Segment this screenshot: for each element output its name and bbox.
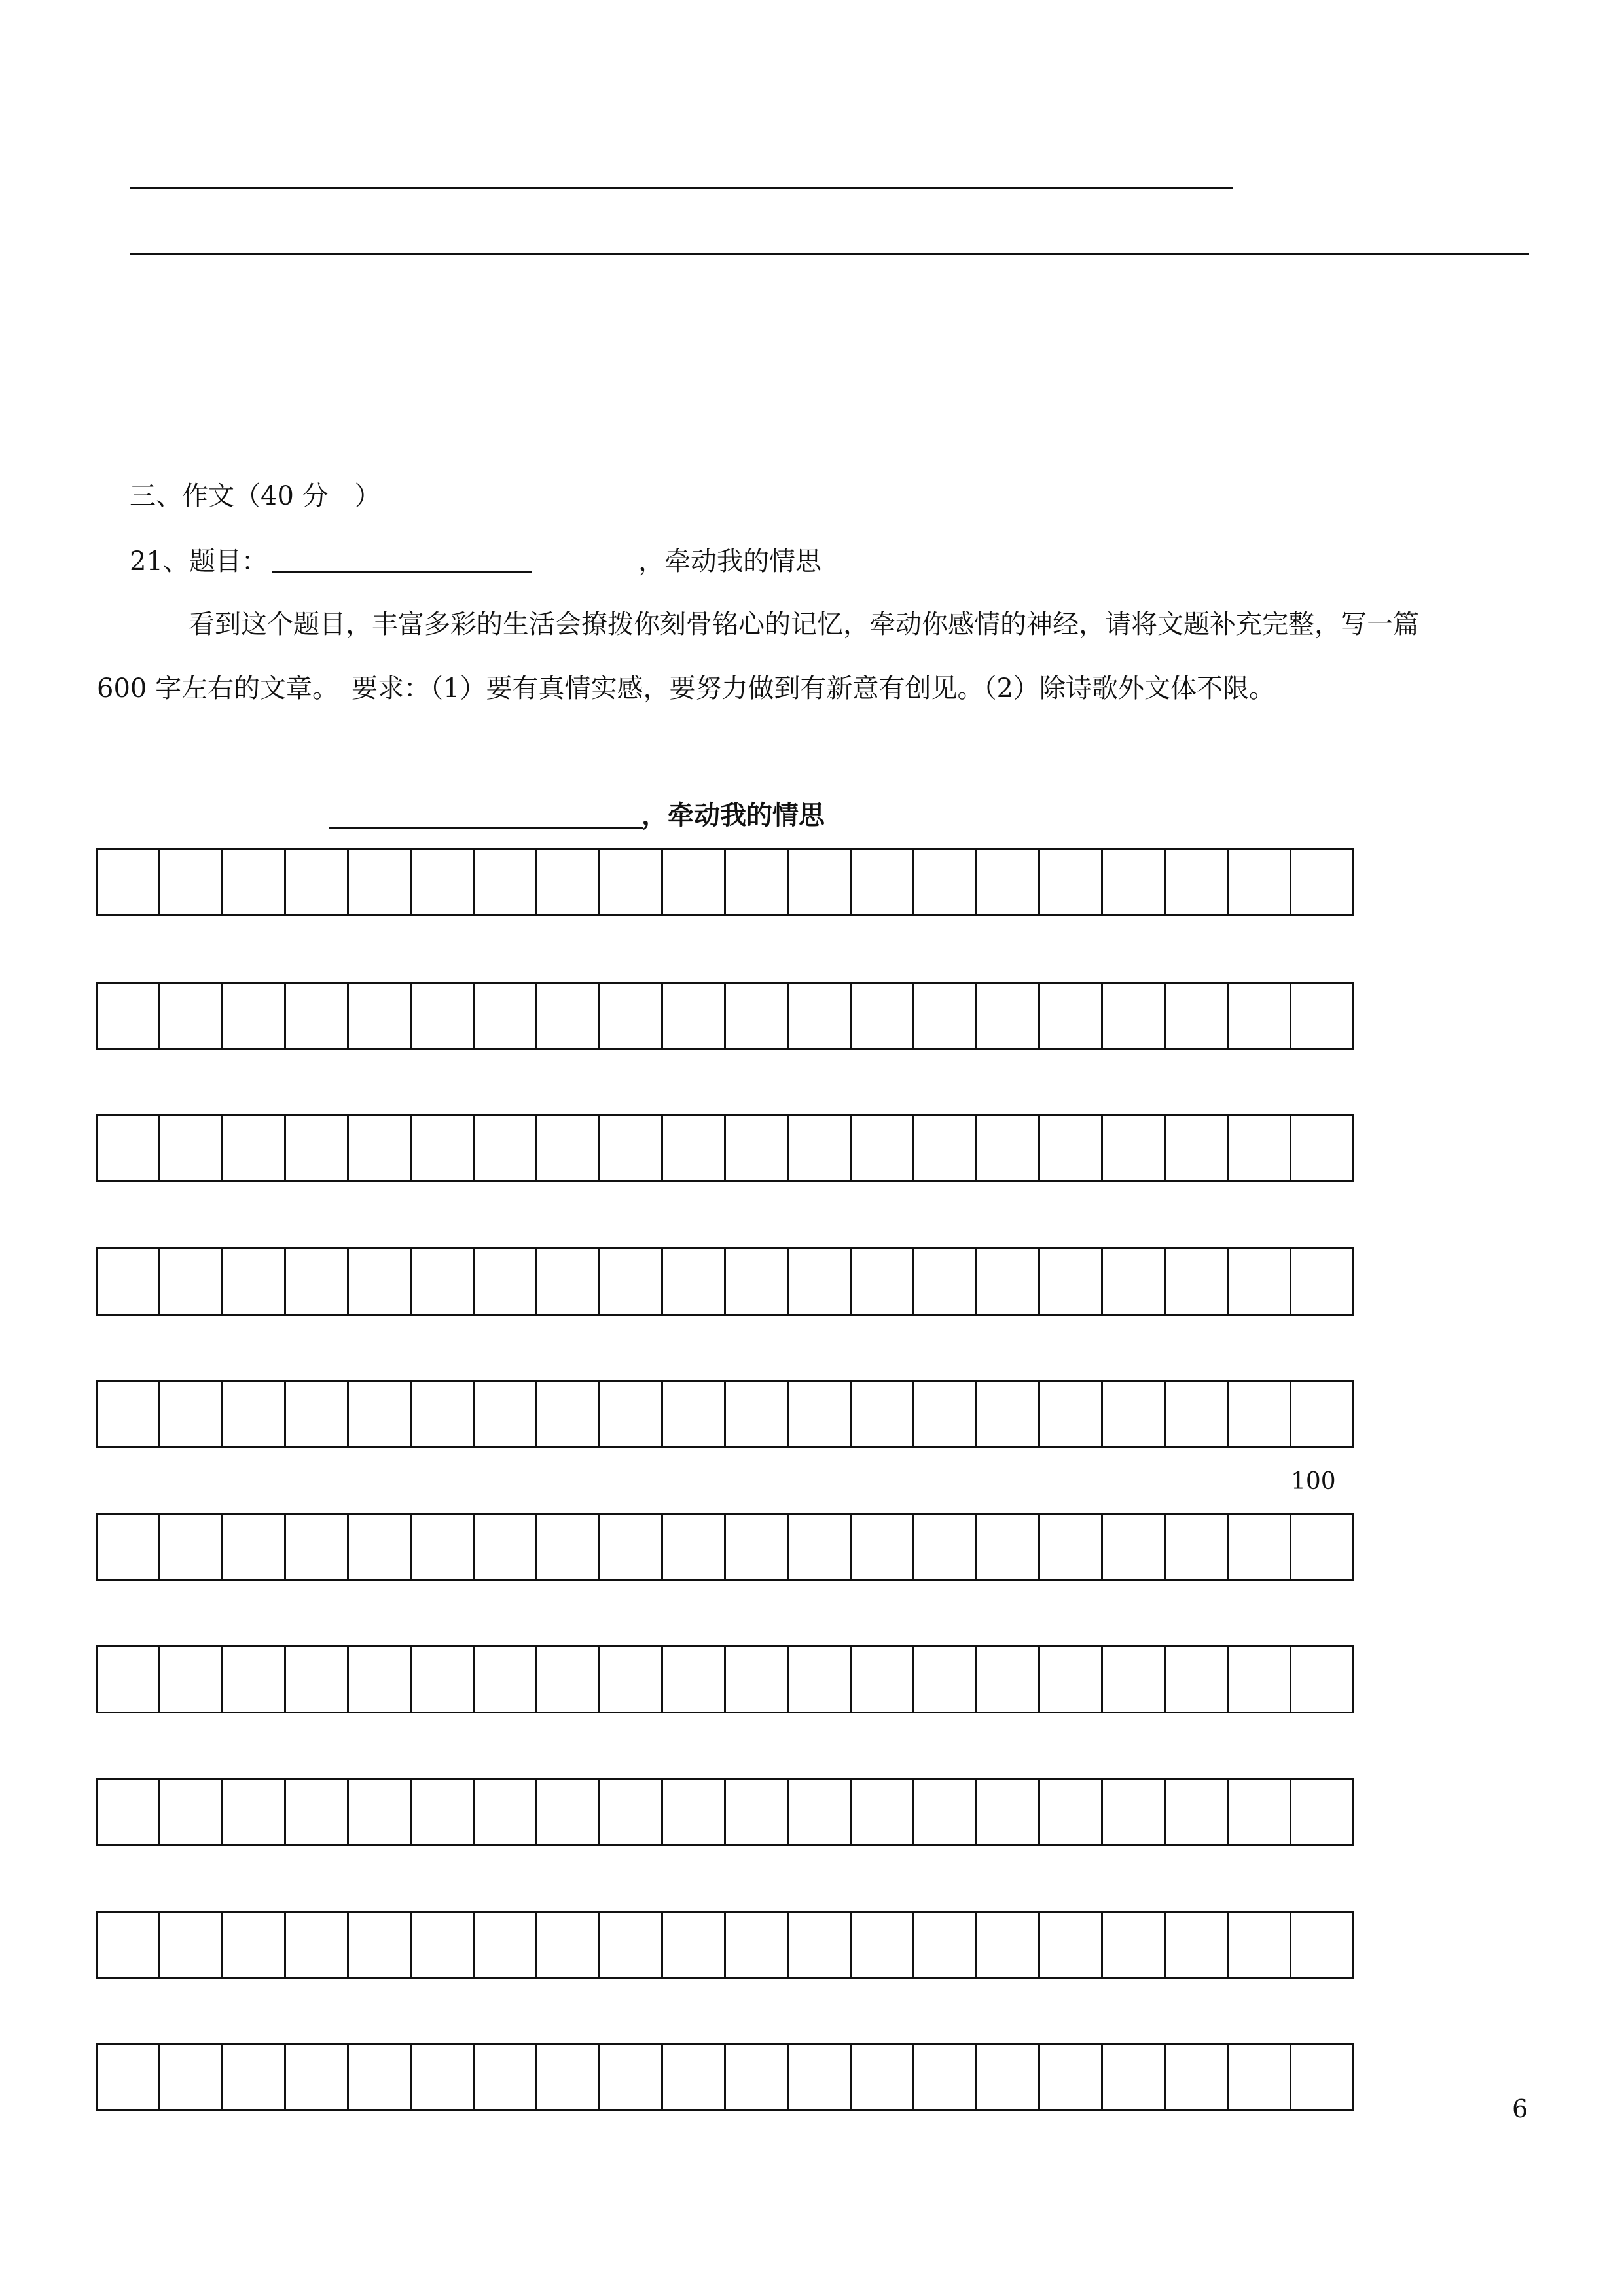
grid-cell[interactable] [726, 1247, 789, 1316]
grid-cell[interactable] [475, 1911, 537, 1979]
grid-cell[interactable] [914, 1778, 977, 1846]
grid-cell[interactable] [663, 1513, 726, 1581]
grid-cell[interactable] [537, 1778, 600, 1846]
grid-cell[interactable] [914, 1911, 977, 1979]
grid-cell[interactable] [977, 2043, 1040, 2111]
grid-cell[interactable] [98, 1114, 160, 1182]
grid-cell[interactable] [1103, 1911, 1166, 1979]
grid-cell[interactable] [1229, 1911, 1291, 1979]
grid-cell[interactable] [412, 1645, 475, 1713]
grid-cell[interactable] [286, 1911, 349, 1979]
grid-cell[interactable] [1229, 848, 1291, 916]
grid-cell[interactable] [1291, 1911, 1354, 1979]
grid-cell[interactable] [1291, 1645, 1354, 1713]
grid-cell[interactable] [537, 1247, 600, 1316]
grid-cell[interactable] [537, 1114, 600, 1182]
grid-cell[interactable] [160, 1778, 223, 1846]
grid-cell[interactable] [852, 1911, 914, 1979]
grid-cell[interactable] [726, 1645, 789, 1713]
grid-cell[interactable] [1166, 848, 1229, 916]
grid-cell[interactable] [914, 1114, 977, 1182]
grid-cell[interactable] [600, 2043, 663, 2111]
char-count-marker: 100 [1291, 1468, 1336, 1495]
grid-cell[interactable] [914, 1247, 977, 1316]
grid-cell[interactable] [1103, 1114, 1166, 1182]
grid-cell[interactable] [349, 1911, 412, 1979]
grid-cell[interactable] [1229, 1380, 1291, 1448]
essay-title-blank[interactable] [329, 827, 643, 829]
grid-cell[interactable] [1291, 1114, 1354, 1182]
grid-cell[interactable] [977, 1380, 1040, 1448]
grid-cell[interactable] [98, 2043, 160, 2111]
grid-cell[interactable] [98, 1645, 160, 1713]
grid-cell[interactable] [1166, 2043, 1229, 2111]
grid-cell[interactable] [914, 982, 977, 1050]
grid-cell[interactable] [286, 982, 349, 1050]
grid-cell[interactable] [223, 982, 286, 1050]
grid-cell[interactable] [1103, 2043, 1166, 2111]
grid-cell[interactable] [726, 1380, 789, 1448]
grid-cell[interactable] [537, 982, 600, 1050]
grid-cell[interactable] [475, 848, 537, 916]
grid-cell[interactable] [852, 1513, 914, 1581]
grid-cell[interactable] [1103, 1645, 1166, 1713]
grid-cell[interactable] [223, 1911, 286, 1979]
grid-cell[interactable] [663, 1911, 726, 1979]
grid-cell[interactable] [1103, 1247, 1166, 1316]
grid-cell[interactable] [726, 1778, 789, 1846]
grid-cell[interactable] [349, 848, 412, 916]
grid-cell[interactable] [852, 1114, 914, 1182]
grid-cell[interactable] [537, 1645, 600, 1713]
grid-cell[interactable] [977, 1513, 1040, 1581]
grid-cell[interactable] [1040, 1380, 1103, 1448]
grid-cell[interactable] [852, 1380, 914, 1448]
grid-row [96, 1247, 1354, 1316]
grid-cell[interactable] [223, 1513, 286, 1581]
grid-cell[interactable] [537, 1380, 600, 1448]
instruction-line-1: 看到这个题目，丰富多彩的生活会撩拨你刻骨铭心的记忆，牵动你感情的神经，请将文题补充完整，写一篇 [189, 609, 1419, 639]
page-number: 6 [1512, 2094, 1528, 2123]
grid-cell[interactable] [1291, 2043, 1354, 2111]
grid-cell[interactable] [1040, 1778, 1103, 1846]
grid-cell[interactable] [223, 1778, 286, 1846]
grid-cell[interactable] [1229, 1114, 1291, 1182]
grid-cell[interactable] [852, 1247, 914, 1316]
grid-cell[interactable] [663, 2043, 726, 2111]
grid-cell[interactable] [726, 848, 789, 916]
grid-cell[interactable] [286, 1114, 349, 1182]
grid-cell[interactable] [412, 1513, 475, 1581]
grid-cell[interactable] [1166, 1380, 1229, 1448]
grid-cell[interactable] [349, 1645, 412, 1713]
grid-cell[interactable] [789, 1114, 852, 1182]
question-title-suffix: ，牵动我的情思 [638, 547, 821, 577]
grid-cell[interactable] [789, 1645, 852, 1713]
grid-cell[interactable] [600, 1911, 663, 1979]
grid-cell[interactable] [789, 1513, 852, 1581]
grid-cell[interactable] [663, 1114, 726, 1182]
grid-cell[interactable] [1040, 1911, 1103, 1979]
grid-cell[interactable] [286, 1380, 349, 1448]
grid-cell[interactable] [600, 1645, 663, 1713]
grid-cell[interactable] [977, 1645, 1040, 1713]
grid-cell[interactable] [223, 1380, 286, 1448]
grid-cell[interactable] [600, 1778, 663, 1846]
grid-cell[interactable] [726, 2043, 789, 2111]
grid-cell[interactable] [223, 1114, 286, 1182]
grid-cell[interactable] [1229, 982, 1291, 1050]
grid-cell[interactable] [977, 1778, 1040, 1846]
grid-cell[interactable] [789, 1911, 852, 1979]
grid-cell[interactable] [160, 982, 223, 1050]
grid-cell[interactable] [977, 848, 1040, 916]
grid-cell[interactable] [600, 1247, 663, 1316]
grid-cell[interactable] [160, 1645, 223, 1713]
grid-cell[interactable] [475, 1247, 537, 1316]
grid-cell[interactable] [286, 2043, 349, 2111]
essay-title-suffix: ，牵动我的情思 [641, 800, 825, 831]
grid-cell[interactable] [852, 848, 914, 916]
grid-cell[interactable] [600, 1380, 663, 1448]
grid-cell[interactable] [286, 1513, 349, 1581]
grid-cell[interactable] [1040, 2043, 1103, 2111]
grid-cell[interactable] [663, 1380, 726, 1448]
grid-cell[interactable] [475, 1513, 537, 1581]
grid-cell[interactable] [349, 2043, 412, 2111]
grid-cell[interactable] [412, 1911, 475, 1979]
grid-cell[interactable] [663, 1778, 726, 1846]
grid-cell[interactable] [1291, 848, 1354, 916]
grid-cell[interactable] [663, 1645, 726, 1713]
grid-cell[interactable] [1229, 1247, 1291, 1316]
grid-cell[interactable] [1166, 1114, 1229, 1182]
grid-cell[interactable] [412, 848, 475, 916]
grid-cell[interactable] [475, 1778, 537, 1846]
grid-cell[interactable] [160, 1114, 223, 1182]
grid-row [96, 1380, 1354, 1448]
grid-cell[interactable] [663, 1247, 726, 1316]
grid-cell[interactable] [160, 1513, 223, 1581]
grid-cell[interactable] [98, 1247, 160, 1316]
grid-cell[interactable] [600, 1513, 663, 1581]
grid-cell[interactable] [223, 848, 286, 916]
grid-cell[interactable] [412, 1778, 475, 1846]
grid-cell[interactable] [1166, 982, 1229, 1050]
answer-line-2[interactable] [130, 253, 1529, 255]
grid-cell[interactable] [726, 1513, 789, 1581]
grid-row [96, 1513, 1354, 1581]
answer-line-1[interactable] [130, 187, 1233, 189]
grid-cell[interactable] [349, 1778, 412, 1846]
grid-cell[interactable] [977, 1114, 1040, 1182]
grid-cell[interactable] [1166, 1513, 1229, 1581]
grid-cell[interactable] [726, 1114, 789, 1182]
grid-row [96, 2043, 1354, 2111]
grid-cell[interactable] [600, 1114, 663, 1182]
grid-cell[interactable] [412, 982, 475, 1050]
grid-cell[interactable] [1103, 1778, 1166, 1846]
grid-cell[interactable] [160, 1911, 223, 1979]
grid-cell[interactable] [98, 1778, 160, 1846]
grid-cell[interactable] [223, 2043, 286, 2111]
grid-row [96, 848, 1354, 916]
grid-cell[interactable] [223, 1645, 286, 1713]
grid-cell[interactable] [349, 1513, 412, 1581]
grid-cell[interactable] [286, 1645, 349, 1713]
grid-cell[interactable] [160, 1380, 223, 1448]
grid-cell[interactable] [475, 1380, 537, 1448]
grid-cell[interactable] [160, 848, 223, 916]
grid-cell[interactable] [1040, 1247, 1103, 1316]
grid-cell[interactable] [852, 1778, 914, 1846]
grid-cell[interactable] [349, 1247, 412, 1316]
grid-cell[interactable] [1040, 982, 1103, 1050]
grid-cell[interactable] [726, 982, 789, 1050]
grid-cell[interactable] [726, 1911, 789, 1979]
grid-cell[interactable] [852, 2043, 914, 2111]
instruction-line-2: 600 字左右的文章。 要求：（1）要有真情实感，要努力做到有新意有创见。（2）除诗歌外文体不限。 [97, 673, 1275, 704]
grid-cell[interactable] [600, 982, 663, 1050]
grid-cell[interactable] [914, 1513, 977, 1581]
question-title-blank[interactable] [272, 571, 532, 573]
section-heading: 三、作文（40 分 ） [130, 481, 381, 511]
grid-row [96, 1778, 1354, 1846]
grid-row [96, 1114, 1354, 1182]
grid-cell[interactable] [1229, 1778, 1291, 1846]
grid-cell[interactable] [663, 848, 726, 916]
grid-cell[interactable] [789, 1778, 852, 1846]
grid-cell[interactable] [1229, 1513, 1291, 1581]
grid-cell[interactable] [412, 1247, 475, 1316]
grid-cell[interactable] [98, 1380, 160, 1448]
grid-cell[interactable] [1291, 982, 1354, 1050]
grid-cell[interactable] [349, 1380, 412, 1448]
grid-cell[interactable] [1166, 1911, 1229, 1979]
grid-cell[interactable] [1040, 1513, 1103, 1581]
grid-cell[interactable] [1291, 1513, 1354, 1581]
grid-cell[interactable] [789, 848, 852, 916]
grid-cell[interactable] [537, 848, 600, 916]
grid-cell[interactable] [475, 982, 537, 1050]
grid-cell[interactable] [789, 1380, 852, 1448]
grid-cell[interactable] [1229, 2043, 1291, 2111]
grid-cell[interactable] [1166, 1247, 1229, 1316]
grid-cell[interactable] [789, 1247, 852, 1316]
grid-cell[interactable] [412, 1114, 475, 1182]
grid-cell[interactable] [914, 848, 977, 916]
grid-cell[interactable] [1103, 982, 1166, 1050]
grid-cell[interactable] [412, 1380, 475, 1448]
grid-cell[interactable] [914, 1380, 977, 1448]
grid-cell[interactable] [1291, 1380, 1354, 1448]
grid-cell[interactable] [349, 982, 412, 1050]
grid-cell[interactable] [789, 2043, 852, 2111]
grid-cell[interactable] [1166, 1778, 1229, 1846]
grid-cell[interactable] [286, 848, 349, 916]
grid-cell[interactable] [977, 982, 1040, 1050]
grid-cell[interactable] [537, 1911, 600, 1979]
grid-cell[interactable] [977, 1911, 1040, 1979]
grid-cell[interactable] [537, 1513, 600, 1581]
grid-cell[interactable] [160, 1247, 223, 1316]
grid-cell[interactable] [98, 1513, 160, 1581]
grid-cell[interactable] [1229, 1645, 1291, 1713]
grid-cell[interactable] [914, 1645, 977, 1713]
grid-cell[interactable] [475, 1114, 537, 1182]
grid-cell[interactable] [1103, 1513, 1166, 1581]
grid-cell[interactable] [1040, 848, 1103, 916]
grid-cell[interactable] [914, 2043, 977, 2111]
grid-cell[interactable] [537, 2043, 600, 2111]
grid-cell[interactable] [1291, 1778, 1354, 1846]
grid-cell[interactable] [160, 2043, 223, 2111]
grid-cell[interactable] [1166, 1645, 1229, 1713]
grid-cell[interactable] [1103, 848, 1166, 916]
grid-cell[interactable] [286, 1778, 349, 1846]
question-number: 21、题目： [130, 547, 268, 577]
grid-cell[interactable] [663, 982, 726, 1050]
grid-cell[interactable] [1040, 1114, 1103, 1182]
grid-cell[interactable] [1103, 1380, 1166, 1448]
grid-cell[interactable] [852, 982, 914, 1050]
grid-row [96, 982, 1354, 1050]
grid-cell[interactable] [977, 1247, 1040, 1316]
grid-row [96, 1645, 1354, 1713]
grid-cell[interactable] [98, 848, 160, 916]
grid-cell[interactable] [349, 1114, 412, 1182]
grid-cell[interactable] [412, 2043, 475, 2111]
grid-cell[interactable] [286, 1247, 349, 1316]
grid-cell[interactable] [223, 1247, 286, 1316]
grid-cell[interactable] [852, 1645, 914, 1713]
grid-cell[interactable] [600, 848, 663, 916]
grid-row [96, 1911, 1354, 1979]
grid-cell[interactable] [789, 982, 852, 1050]
grid-cell[interactable] [475, 1645, 537, 1713]
grid-cell[interactable] [475, 2043, 537, 2111]
grid-cell[interactable] [98, 982, 160, 1050]
grid-cell[interactable] [98, 1911, 160, 1979]
grid-cell[interactable] [1040, 1645, 1103, 1713]
grid-cell[interactable] [1291, 1247, 1354, 1316]
